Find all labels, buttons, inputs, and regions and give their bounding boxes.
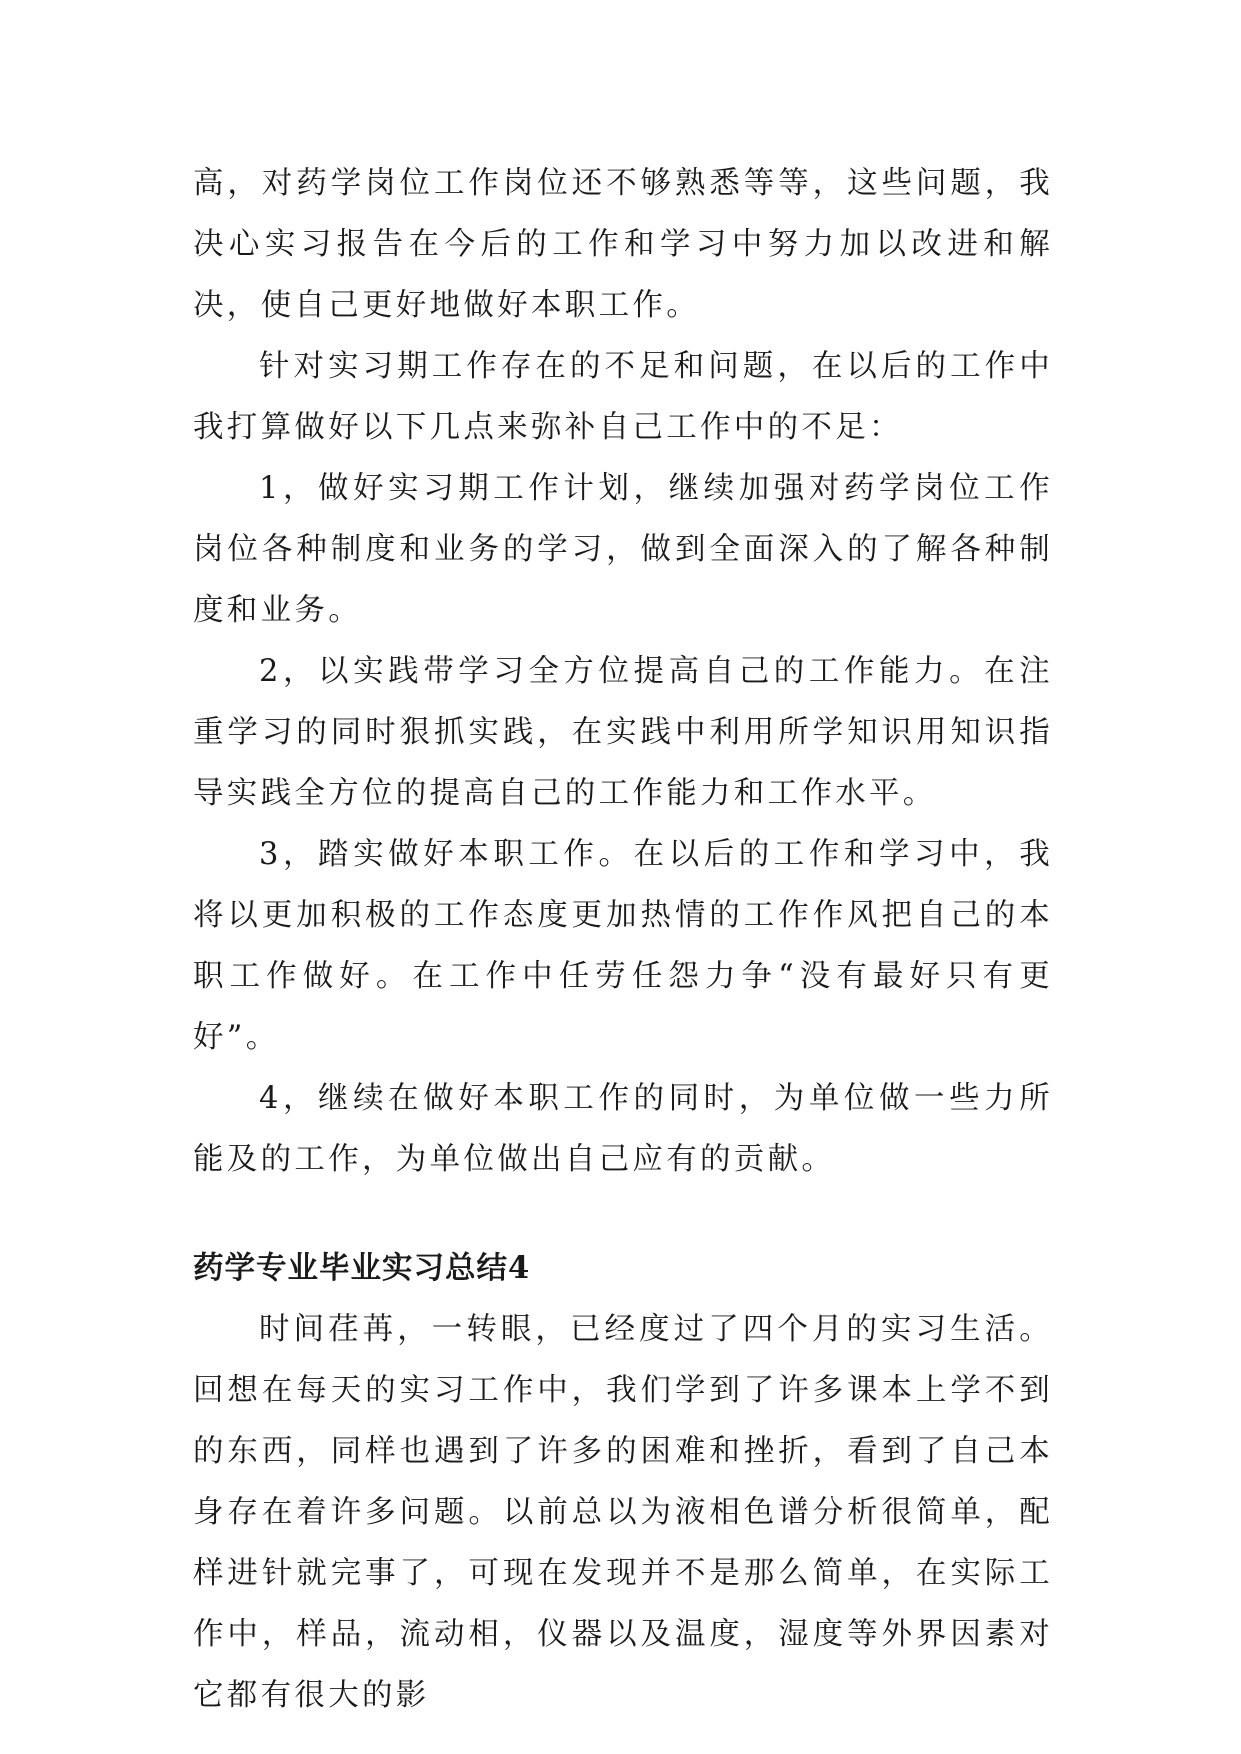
paragraph-point-1: 1，做好实习期工作计划，继续加强对药学岗位工作岗位各种制度和业务的学习，做到全面深入的了解各种制度和业务。	[193, 471, 1053, 628]
paragraph-point-2: 2，以实践带学习全方位提高自己的工作能力。在注重学习的同时狠抓实践，在实践中利用所学知识用知识指导实践全方位的提高自己的工作能力和工作水平。	[193, 654, 1053, 811]
paragraph-section-4-body: 时间荏苒，一转眼，已经度过了四个月的实习生活。回想在每天的实习工作中，我们学到了许多课本上学不到的东西，同样也遇到了许多的困难和挫折，看到了自己本身存在着许多问题。以前总以为液相色谱分析很简单，配样进针就完事了，可现在发现并不是那么简单，在实际工作中，样品，流动相，仪器以及温度，湿度等外界因素对它都有很大的影	[193, 1312, 1053, 1713]
document-body	[193, 153, 1053, 1726]
paragraph-point-4: 4，继续在做好本职工作的同时，为单位做一些力所能及的工作，为单位做出自己应有的贡献。	[193, 1081, 1053, 1177]
paragraph-intro: 针对实习期工作存在的不足和问题，在以后的工作中我打算做好以下几点来弥补自己工作中的不足：	[193, 349, 1053, 445]
paragraph-continuation: 高，对药学岗位工作岗位还不够熟悉等等，这些问题，我决心实习报告在今后的工作和学习中努力加以改进和解决，使自己更好地做好本职工作。	[193, 166, 1053, 323]
section-heading: 药学专业毕业实习总结4	[193, 1250, 531, 1286]
paragraph-point-3: 3，踏实做好本职工作。在以后的工作和学习中，我将以更加积极的工作态度更加热情的工作作风把自己的本职工作做好。在工作中任劳任怨力争“没有最好只有更好”。	[193, 837, 1053, 1055]
